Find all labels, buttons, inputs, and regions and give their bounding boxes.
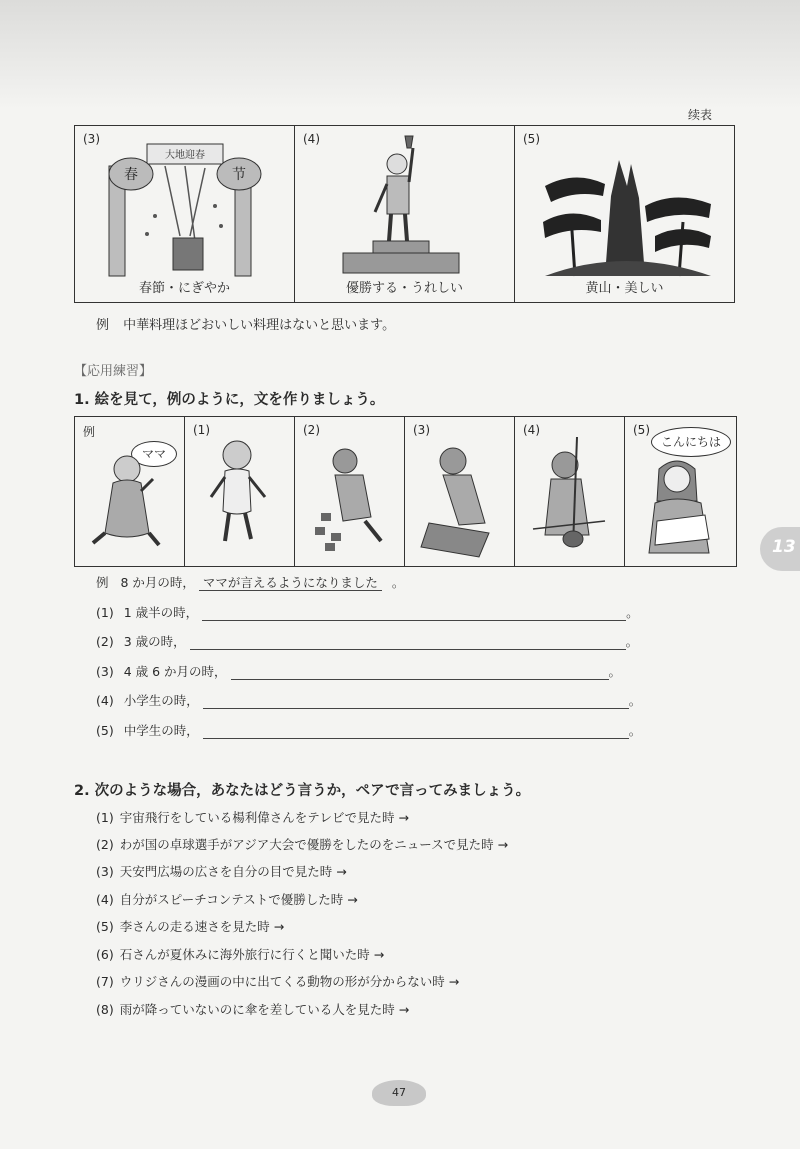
picture-cell-4 bbox=[515, 417, 625, 567]
continued-label: 续表 bbox=[687, 108, 712, 122]
example-end: 。 bbox=[391, 575, 405, 590]
item-number: (2) bbox=[96, 837, 114, 852]
item-prompt: 中学生の時， bbox=[123, 723, 199, 738]
picture-cell-4 bbox=[295, 126, 515, 303]
q1-item-2: (2) 3 歳の時， 。 bbox=[96, 634, 639, 649]
cell-number: (3) bbox=[413, 423, 430, 437]
item-text: 自分がスピーチコンテストで優勝した時 → bbox=[119, 892, 358, 907]
banner-text: 大地迎春 bbox=[165, 150, 205, 161]
item-number: (6) bbox=[96, 947, 114, 962]
toddler-walking-illustration bbox=[185, 417, 295, 567]
item-text: 天安門広場の広さを自分の目で見た時 → bbox=[119, 864, 347, 879]
item-prompt: 4 歳 6 か月の時， bbox=[123, 664, 227, 679]
child-with-cards-illustration bbox=[295, 417, 405, 567]
picture-cell-2 bbox=[295, 417, 405, 567]
item-number: (4) bbox=[96, 892, 114, 907]
item-number: (7) bbox=[96, 974, 114, 989]
cell-number: (5) bbox=[523, 132, 540, 146]
picture-table-q1 bbox=[74, 416, 737, 567]
item-prompt: 3 歳の時， bbox=[123, 634, 186, 649]
item-number: (4) bbox=[96, 693, 114, 708]
question-1-title: 1. 絵を見て，例のように，文を作りましょう。 bbox=[74, 392, 385, 408]
q2-item-7 bbox=[96, 972, 459, 990]
item-number: (5) bbox=[96, 723, 114, 738]
picture-cell-1 bbox=[185, 417, 295, 567]
item-text: 宇宙飛行をしている楊利偉さんをテレビで見た時 → bbox=[119, 810, 409, 825]
picture-cell-5 bbox=[515, 126, 735, 303]
q2-item-1 bbox=[96, 808, 409, 826]
q2-item-3 bbox=[96, 862, 347, 880]
item-text: 雨が降っていないのに傘を差している人を見た時 → bbox=[119, 1002, 410, 1017]
item-number: (3) bbox=[96, 864, 114, 879]
answer-blank[interactable] bbox=[202, 607, 626, 621]
lantern-left-text: 春 bbox=[124, 167, 138, 183]
cell-number: (3) bbox=[83, 132, 100, 146]
picture-cell-3 bbox=[405, 417, 515, 567]
child-drawing-illustration bbox=[405, 417, 515, 567]
lantern-right-text: 节 bbox=[232, 167, 246, 183]
example-prefix: 8 か月の時， bbox=[120, 575, 195, 590]
answer-blank[interactable] bbox=[190, 636, 626, 650]
answer-blank[interactable] bbox=[231, 666, 609, 680]
item-text: わが国の卓球選手がアジア大会で優勝をしたのをニュースで見た時 → bbox=[119, 837, 509, 852]
q1-item-1: (1) 1 歳半の時， 。 bbox=[96, 605, 639, 620]
caption: 黄山・美しい bbox=[585, 281, 664, 296]
picture-table-continued bbox=[74, 125, 735, 303]
item-number: (1) bbox=[96, 810, 114, 825]
item-number: (8) bbox=[96, 1002, 114, 1017]
cell-number: (5) bbox=[633, 423, 650, 437]
q2-item-2 bbox=[96, 835, 508, 853]
example-label: 例 bbox=[96, 575, 109, 590]
cell-number: (2) bbox=[303, 423, 320, 437]
cell-number: (1) bbox=[193, 423, 210, 437]
picture-cell-example bbox=[75, 417, 185, 567]
caption: 優勝する・うれしい bbox=[345, 281, 463, 296]
q1-example bbox=[96, 573, 404, 591]
answer-blank[interactable] bbox=[203, 725, 629, 739]
scan-shadow bbox=[0, 0, 800, 110]
picture-cell-3 bbox=[75, 126, 295, 303]
speech-bubble: こんにちは bbox=[651, 427, 731, 457]
section-title: 【応用練習】 bbox=[74, 364, 153, 379]
picture-cell-5 bbox=[625, 417, 737, 567]
speech-bubble: ママ bbox=[131, 441, 177, 467]
page-number: 47 bbox=[372, 1080, 426, 1106]
student-greeting-illustration bbox=[625, 417, 737, 567]
item-prompt: 小学生の時， bbox=[123, 693, 199, 708]
item-number: (3) bbox=[96, 664, 114, 679]
example-label: 例 bbox=[96, 318, 110, 333]
chapter-tab: 13 bbox=[760, 527, 800, 571]
item-text: 李さんの走る速さを見た時 → bbox=[119, 919, 285, 934]
item-number: (2) bbox=[96, 634, 114, 649]
item-text: 石さんが夏休みに海外旅行に行くと聞いた時 → bbox=[119, 947, 385, 962]
q1-item-5: (5) 中学生の時， 。 bbox=[96, 723, 642, 738]
q1-item-4: (4) 小学生の時， 。 bbox=[96, 693, 642, 708]
baby-talking-illustration bbox=[75, 417, 185, 567]
cell-number: 例 bbox=[83, 425, 96, 439]
cell-number: (4) bbox=[303, 132, 320, 146]
example-text: 中華料理ほどおいしい料理はないと思います。 bbox=[123, 318, 396, 333]
q1-item-3: (3) 4 歳 6 か月の時， 。 bbox=[96, 664, 622, 679]
item-number: (1) bbox=[96, 605, 114, 620]
q2-item-6 bbox=[96, 945, 384, 963]
item-text: ウリジさんの漫画の中に出てくる動物の形が分からない時 → bbox=[119, 974, 460, 989]
child-playing-erhu-illustration bbox=[515, 417, 625, 567]
q2-item-4 bbox=[96, 890, 358, 908]
question-2-title: 2. 次のような場合，あなたはどう言うか，ペアで言ってみましょう。 bbox=[74, 783, 531, 799]
q2-item-5 bbox=[96, 917, 284, 935]
q2-item-8 bbox=[96, 1000, 409, 1018]
answer-blank[interactable] bbox=[203, 695, 629, 709]
caption: 春節・にぎやか bbox=[138, 281, 230, 296]
example-answer: ママが言えるようになりました bbox=[199, 575, 382, 591]
item-prompt: 1 歳半の時， bbox=[123, 605, 199, 620]
item-number: (5) bbox=[96, 919, 114, 934]
cell-number: (4) bbox=[523, 423, 540, 437]
example-sentence bbox=[96, 314, 395, 333]
